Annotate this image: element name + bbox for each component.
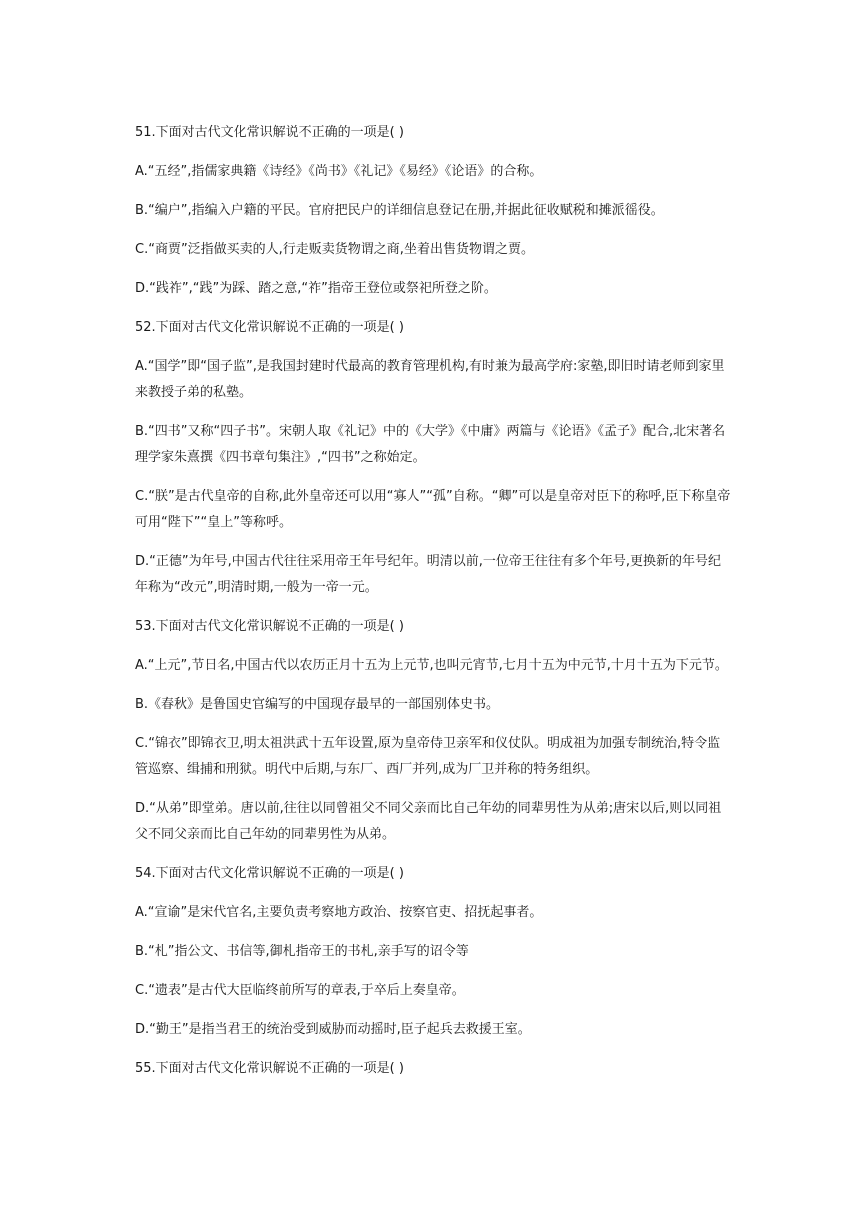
option-b: B.“编户”,指编入户籍的平民。官府把民户的详细信息登记在册,并据此征收赋税和摊派徭役。 — [135, 203, 664, 218]
question-51 — [135, 120, 731, 302]
option-c: C.“朕”是古代皇帝的自称,此外皇帝还可以用“寡人”“孤”自称。“卿”可以是皇帝对臣下的称呼,臣下称皇帝可用“陛下”“皇上”等称呼。 — [135, 489, 731, 530]
question-55 — [135, 1056, 731, 1082]
option-c: C.“锦衣”即锦衣卫,明太祖洪武十五年设置,原为皇帝侍卫亲军和仪仗队。明成祖为加强专制统治,特令监管巡察、缉捕和刑狱。明代中后期,与东厂、西厂并列,成为厂卫并称的特务组织。 — [135, 736, 721, 777]
question-stem: 52.下面对古代文化常识解说不正确的一项是( ) — [135, 320, 404, 335]
option-a: A.“上元”,节日名,中国古代以农历正月十五为上元节,也叫元宵节,七月十五为中元节,十月十五为下元节。 — [135, 658, 728, 673]
option-d: D.“正德”为年号,中国古代往往采用帝王年号纪年。明清以前,一位帝王往往有多个年号,更换新的年号纪年称为“改元”,明清时期,一般为一帝一元。 — [135, 554, 722, 595]
option-d: D.“践祚”,“践”为踩、踏之意,“祚”指帝王登位或祭祀所登之阶。 — [135, 281, 497, 296]
option-b: B.《春秋》是鲁国史官编写的中国现存最早的一部国别体史书。 — [135, 697, 500, 712]
option-c: C.“商贾”泛指做买卖的人,行走贩卖货物谓之商,坐着出售货物谓之贾。 — [135, 242, 534, 257]
option-b: B.“札”指公文、书信等,御札指帝王的书札,亲手写的诏令等 — [135, 944, 469, 959]
question-stem: 53.下面对古代文化常识解说不正确的一项是( ) — [135, 619, 404, 634]
option-a: A.“国学”即“国子监”,是我国封建时代最高的教育管理机构,有时兼为最高学府:家塾,即旧时请老师到家里来教授子弟的私塾。 — [135, 359, 725, 400]
question-53 — [135, 614, 731, 848]
question-stem: 51.下面对古代文化常识解说不正确的一项是( ) — [135, 125, 404, 140]
question-stem: 55.下面对古代文化常识解说不正确的一项是( ) — [135, 1061, 404, 1076]
option-b: B.“四书”又称“四子书”。宋朝人取《礼记》中的《大学》《中庸》两篇与《论语》《孟子》配合,北宋著名理学家朱熹撰《四书章句集注》,“四书”之称始定。 — [135, 424, 726, 465]
question-stem: 54.下面对古代文化常识解说不正确的一项是( ) — [135, 866, 404, 881]
question-52 — [135, 315, 731, 601]
question-54 — [135, 861, 731, 1043]
option-a: A.“五经”,指儒家典籍《诗经》《尚书》《礼记》《易经》《论语》的合称。 — [135, 164, 543, 179]
question-list — [135, 120, 731, 1095]
option-a: A.“宣谕”是宋代官名,主要负责考察地方政治、按察官吏、招抚起事者。 — [135, 905, 543, 920]
option-c: C.“遗表”是古代大臣临终前所写的章表,于卒后上奏皇帝。 — [135, 983, 465, 998]
option-d: D.“勤王”是指当君王的统治受到威胁而动摇时,臣子起兵去救援王室。 — [135, 1022, 531, 1037]
option-d: D.“从弟”即堂弟。唐以前,往往以同曾祖父不同父亲而比自己年幼的同辈男性为从弟;唐宋以后,则以同祖父不同父亲而比自己年幼的同辈男性为从弟。 — [135, 801, 722, 842]
